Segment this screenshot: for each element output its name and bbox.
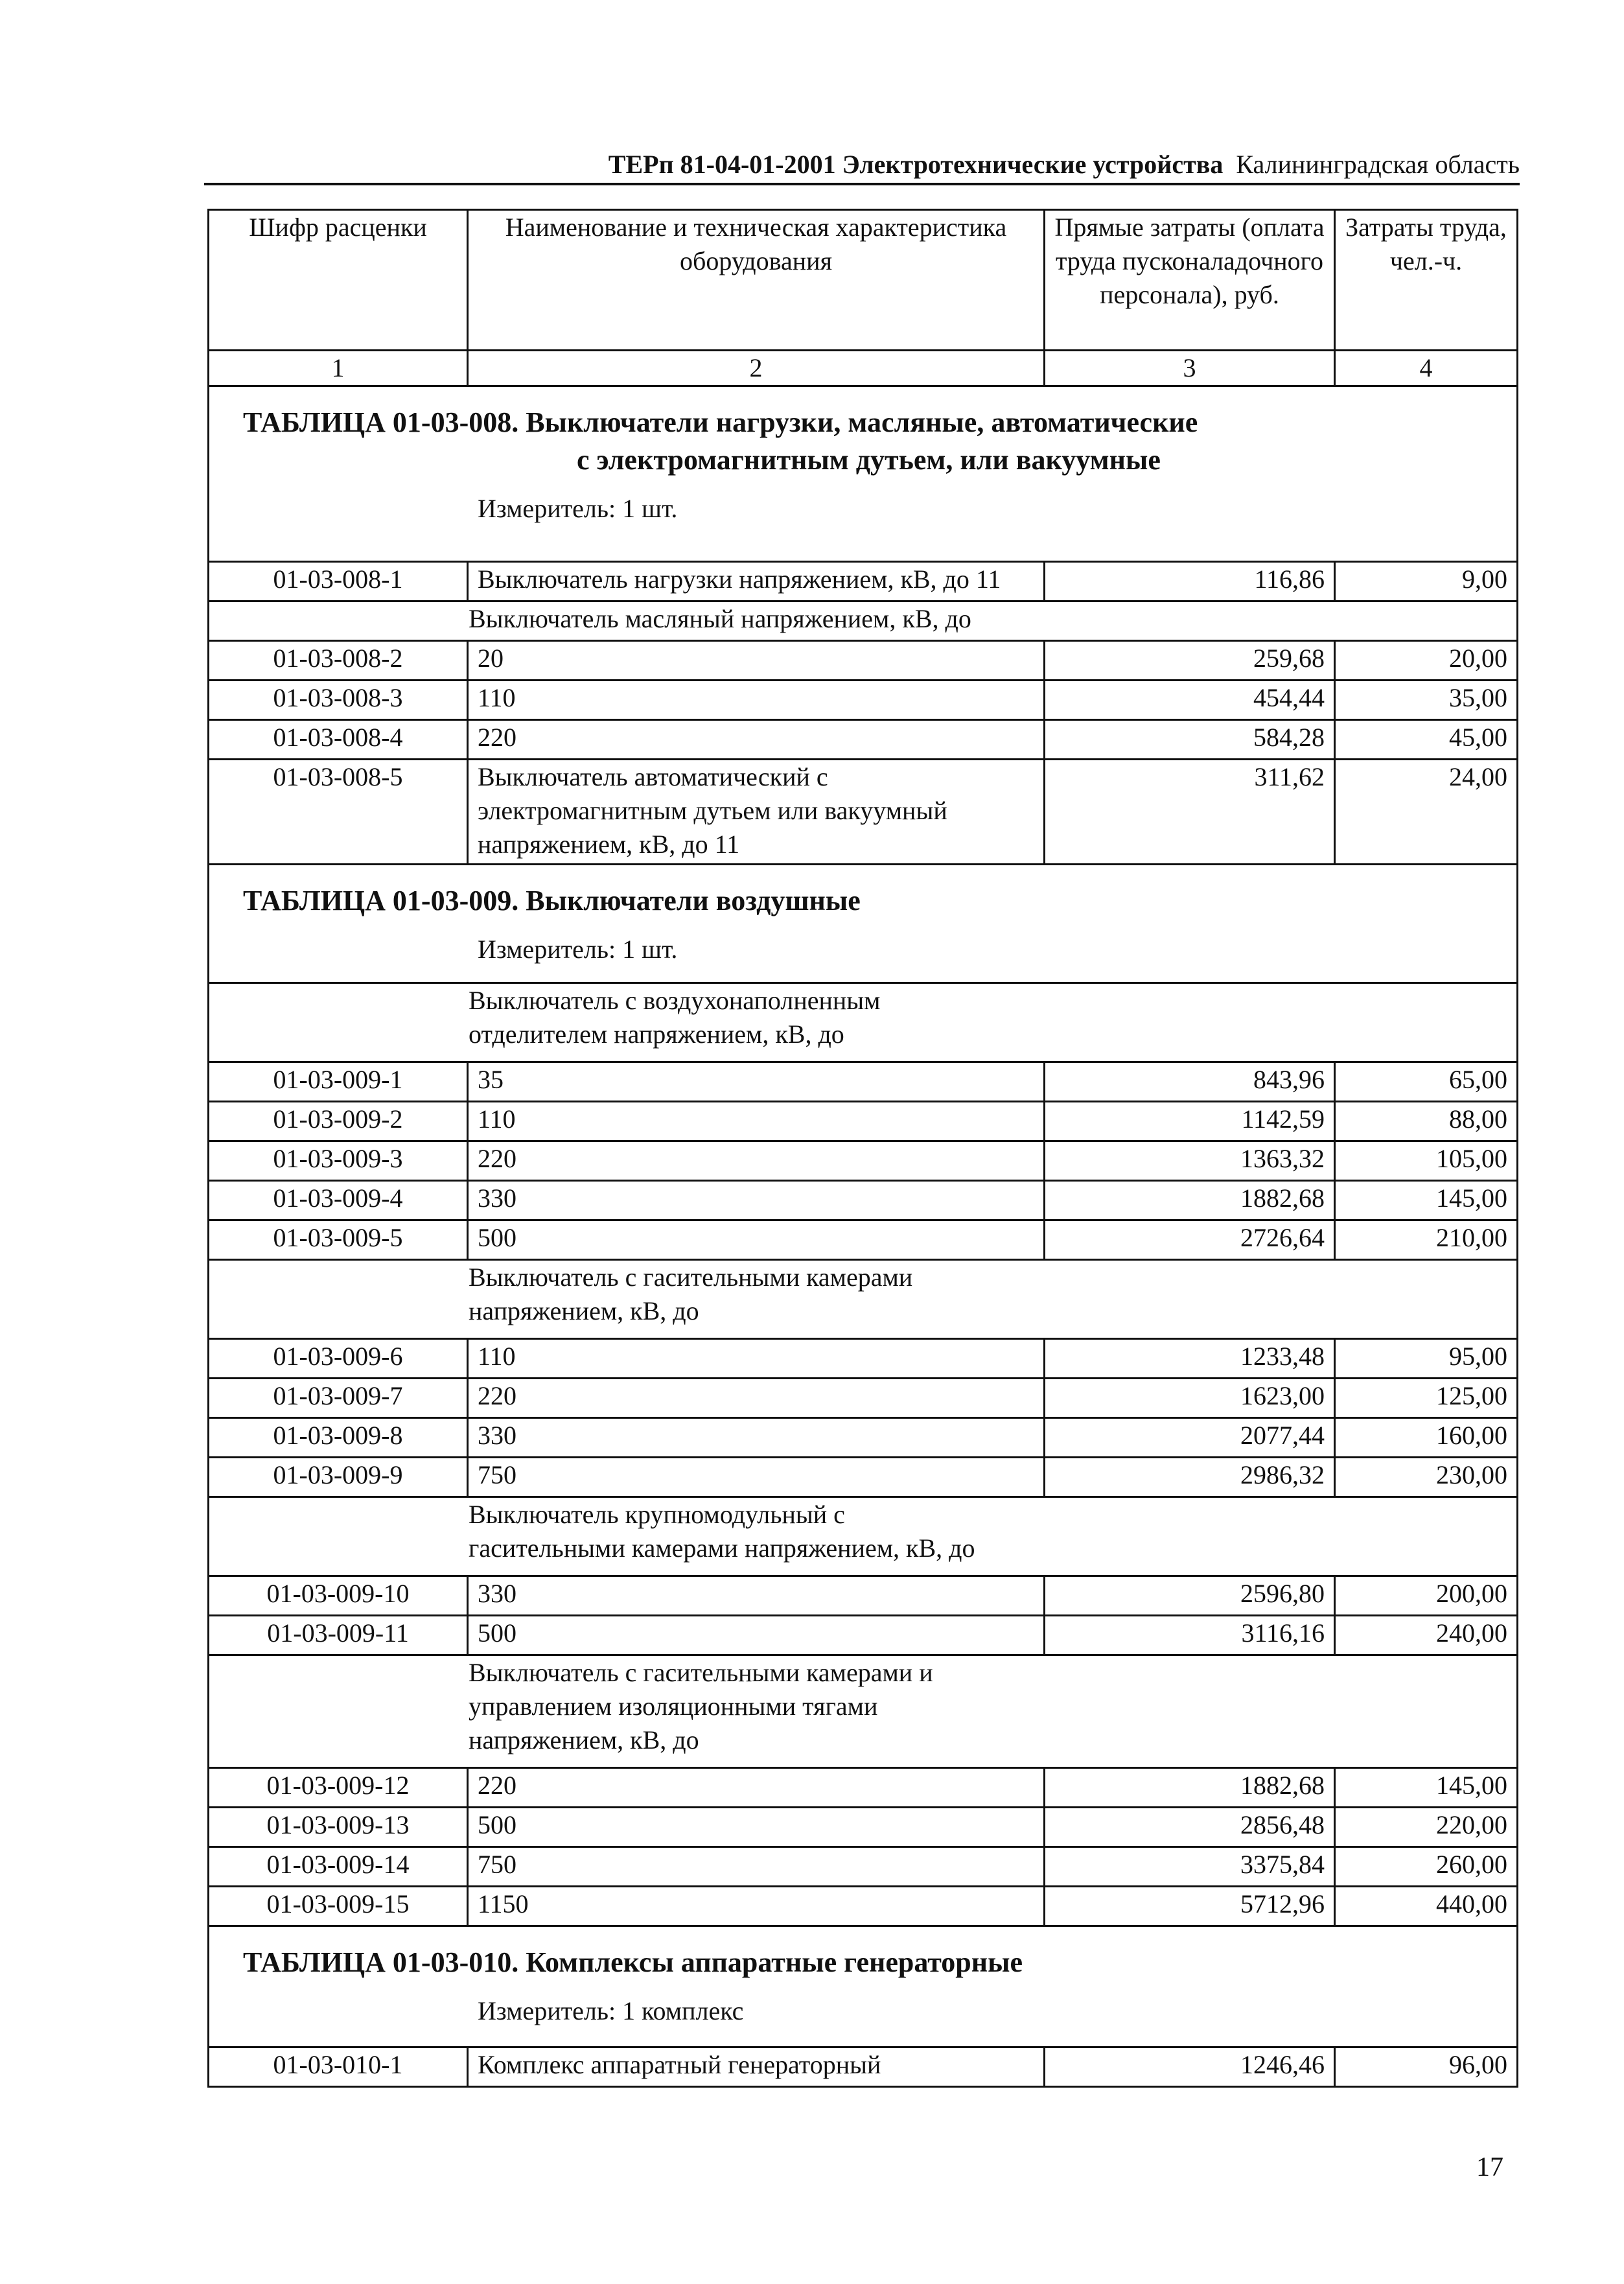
row-cost: 2077,44: [1045, 1418, 1335, 1458]
row-cost: 2726,64: [1045, 1220, 1335, 1260]
row-code: 01-03-009-3: [209, 1141, 468, 1181]
subgroup-label-line: Выключатель крупномодульный с: [469, 1500, 845, 1529]
row-name: 330: [468, 1181, 1045, 1220]
row-code: 01-03-008-5: [209, 760, 468, 865]
row-cost: 259,68: [1045, 641, 1335, 681]
row-name: Комплекс аппаратный генераторный: [468, 2047, 1045, 2087]
row-labor: 200,00: [1335, 1576, 1518, 1616]
row-code: 01-03-009-5: [209, 1220, 468, 1260]
table-row: [209, 1418, 1518, 1458]
subgroup-label: [209, 983, 1518, 1062]
row-labor: 260,00: [1335, 1847, 1518, 1887]
section-measure: Измеритель: 1 шт.: [478, 935, 678, 964]
row-labor: 230,00: [1335, 1458, 1518, 1497]
row-labor: 96,00: [1335, 2047, 1518, 2087]
row-name-line: напряжением, кВ, до 11: [478, 830, 740, 859]
table-row: [209, 1458, 1518, 1497]
row-cost: 1233,48: [1045, 1339, 1335, 1379]
header-region: Калининградская область: [1236, 150, 1520, 179]
row-labor: 145,00: [1335, 1768, 1518, 1808]
row-cost: 1246,46: [1045, 2047, 1335, 2087]
section-header: [209, 865, 1518, 983]
row-cost: 1363,32: [1045, 1141, 1335, 1181]
row-name: 1150: [468, 1887, 1045, 1926]
row-labor: 160,00: [1335, 1418, 1518, 1458]
table-row: [209, 760, 1518, 865]
table-row: [209, 1808, 1518, 1847]
row-cost: 2856,48: [1045, 1808, 1335, 1847]
row-cost: 584,28: [1045, 720, 1335, 760]
subgroup-label-line: гасительными камерами напряжением, кВ, до: [469, 1533, 975, 1563]
subgroup-label: [209, 1655, 1518, 1768]
row-cost: 1142,59: [1045, 1102, 1335, 1141]
row-cost: 3375,84: [1045, 1847, 1335, 1887]
row-labor: 35,00: [1335, 681, 1518, 720]
table-row: [209, 1847, 1518, 1887]
row-code: 01-03-008-4: [209, 720, 468, 760]
col-header-code: Шифр расценки: [209, 210, 468, 351]
page-number: 17: [1476, 2152, 1503, 2182]
section-measure: Измеритель: 1 шт.: [478, 494, 678, 523]
row-cost: 2596,80: [1045, 1576, 1335, 1616]
table-row: [209, 1062, 1518, 1102]
section-title-line: ТАБЛИЦА 01-03-008. Выключатели нагрузки, масляные, автоматические: [243, 406, 1198, 438]
row-name: 750: [468, 1458, 1045, 1497]
col-header-labor: Затраты труда, чел.-ч.: [1335, 210, 1518, 351]
header-doc-title: ТЕРп 81-04-01-2001 Электротехнические устройства: [608, 150, 1224, 179]
table-row: [209, 562, 1518, 601]
row-labor: 220,00: [1335, 1808, 1518, 1847]
row-labor: 145,00: [1335, 1181, 1518, 1220]
row-cost: 2986,32: [1045, 1458, 1335, 1497]
row-cost: 1623,00: [1045, 1379, 1335, 1418]
row-labor: 125,00: [1335, 1379, 1518, 1418]
row-name: Выключатель нагрузки напряжением, кВ, до 11: [468, 562, 1045, 601]
row-code: 01-03-009-4: [209, 1181, 468, 1220]
table-row: [209, 1616, 1518, 1655]
subgroup-label: [209, 1260, 1518, 1339]
row-name: 220: [468, 1768, 1045, 1808]
row-code: 01-03-009-6: [209, 1339, 468, 1379]
column-index-row: [209, 351, 1518, 386]
row-cost: 116,86: [1045, 562, 1335, 601]
section-measure: Измеритель: 1 комплекс: [478, 1996, 744, 2025]
subgroup-label: Выключатель масляный напряжением, кВ, до: [209, 601, 1518, 641]
row-labor: 105,00: [1335, 1141, 1518, 1181]
row-name: [468, 760, 1045, 865]
row-labor: 95,00: [1335, 1339, 1518, 1379]
column-index: 4: [1335, 351, 1518, 386]
row-name-line: электромагнитным дутьем или вакуумный: [478, 796, 947, 825]
header-rule: [204, 183, 1520, 185]
subgroup-label: [209, 1497, 1518, 1576]
subgroup-label-line: Выключатель с воздухонаполненным: [469, 986, 881, 1015]
row-name: 500: [468, 1808, 1045, 1847]
row-labor: 24,00: [1335, 760, 1518, 865]
subgroup-row: [209, 601, 1518, 641]
table-row: [209, 1887, 1518, 1926]
price-table: [207, 209, 1518, 2088]
table-row: [209, 641, 1518, 681]
row-name: 500: [468, 1616, 1045, 1655]
row-name: 220: [468, 1379, 1045, 1418]
row-code: 01-03-008-2: [209, 641, 468, 681]
row-labor: 45,00: [1335, 720, 1518, 760]
row-code: 01-03-010-1: [209, 2047, 468, 2087]
row-name: 110: [468, 681, 1045, 720]
running-header: [204, 148, 1520, 181]
row-cost: 843,96: [1045, 1062, 1335, 1102]
subgroup-label-line: управлением изоляционными тягами: [469, 1692, 878, 1721]
section-title-line: с электромагнитным дутьем, или вакуумные: [577, 444, 1161, 476]
row-name: 220: [468, 1141, 1045, 1181]
row-code: 01-03-009-1: [209, 1062, 468, 1102]
table-row: [209, 720, 1518, 760]
row-name: 20: [468, 641, 1045, 681]
row-cost: 3116,16: [1045, 1616, 1335, 1655]
subgroup-row: [209, 983, 1518, 1062]
row-code: 01-03-009-2: [209, 1102, 468, 1141]
table-row: [209, 1768, 1518, 1808]
row-name: 750: [468, 1847, 1045, 1887]
table-row: [209, 1576, 1518, 1616]
row-code: 01-03-008-3: [209, 681, 468, 720]
row-code: 01-03-009-14: [209, 1847, 468, 1887]
row-labor: 210,00: [1335, 1220, 1518, 1260]
subgroup-label-line: напряжением, кВ, до: [469, 1296, 699, 1325]
row-code: 01-03-009-7: [209, 1379, 468, 1418]
row-labor: 9,00: [1335, 562, 1518, 601]
row-code: 01-03-009-11: [209, 1616, 468, 1655]
subgroup-row: [209, 1655, 1518, 1768]
row-labor: 65,00: [1335, 1062, 1518, 1102]
table-row: [209, 1181, 1518, 1220]
row-name: 500: [468, 1220, 1045, 1260]
table-header-row: [209, 210, 1518, 351]
subgroup-label-line: Выключатель с гасительными камерами и: [469, 1658, 933, 1687]
row-labor: 240,00: [1335, 1616, 1518, 1655]
table-row: [209, 2047, 1518, 2087]
row-cost: 5712,96: [1045, 1887, 1335, 1926]
row-labor: 20,00: [1335, 641, 1518, 681]
column-index: 1: [209, 351, 468, 386]
row-code: 01-03-009-8: [209, 1418, 468, 1458]
column-index: 3: [1045, 351, 1335, 386]
col-header-direct-cost: Прямые затраты (оплата труда пусконаладочного персонала), руб.: [1045, 210, 1335, 351]
row-cost: 311,62: [1045, 760, 1335, 865]
subgroup-label-line: отделителем напряжением, кВ, до: [469, 1020, 844, 1049]
row-code: 01-03-009-13: [209, 1808, 468, 1847]
table-row: [209, 1379, 1518, 1418]
row-code: 01-03-009-12: [209, 1768, 468, 1808]
subgroup-label-line: Выключатель с гасительными камерами: [469, 1263, 913, 1292]
section-header: [209, 386, 1518, 562]
subgroup-label-line: напряжением, кВ, до: [469, 1725, 699, 1754]
row-name: 110: [468, 1339, 1045, 1379]
table-row: [209, 1339, 1518, 1379]
table-row: [209, 1102, 1518, 1141]
subgroup-row: [209, 1260, 1518, 1339]
row-name: 110: [468, 1102, 1045, 1141]
table-row: [209, 1141, 1518, 1181]
col-header-name: Наименование и техническая характеристика оборудования: [468, 210, 1045, 351]
row-labor: 88,00: [1335, 1102, 1518, 1141]
row-name: 330: [468, 1418, 1045, 1458]
subgroup-row: [209, 1497, 1518, 1576]
row-labor: 440,00: [1335, 1887, 1518, 1926]
section-header: [209, 1926, 1518, 2047]
row-code: 01-03-008-1: [209, 562, 468, 601]
table-row: [209, 681, 1518, 720]
row-code: 01-03-009-10: [209, 1576, 468, 1616]
row-cost: 1882,68: [1045, 1768, 1335, 1808]
row-name: 35: [468, 1062, 1045, 1102]
row-name: 330: [468, 1576, 1045, 1616]
column-index: 2: [468, 351, 1045, 386]
row-cost: 454,44: [1045, 681, 1335, 720]
row-name: 220: [468, 720, 1045, 760]
row-code: 01-03-009-15: [209, 1887, 468, 1926]
row-name-line: Выключатель автоматический с: [478, 762, 828, 791]
row-cost: 1882,68: [1045, 1181, 1335, 1220]
row-code: 01-03-009-9: [209, 1458, 468, 1497]
section-title: ТАБЛИЦА 01-03-010. Комплексы аппаратные генераторные: [243, 1946, 1023, 1978]
table-row: [209, 1220, 1518, 1260]
section-title: [218, 387, 1507, 479]
section-title: ТАБЛИЦА 01-03-009. Выключатели воздушные: [243, 885, 861, 916]
